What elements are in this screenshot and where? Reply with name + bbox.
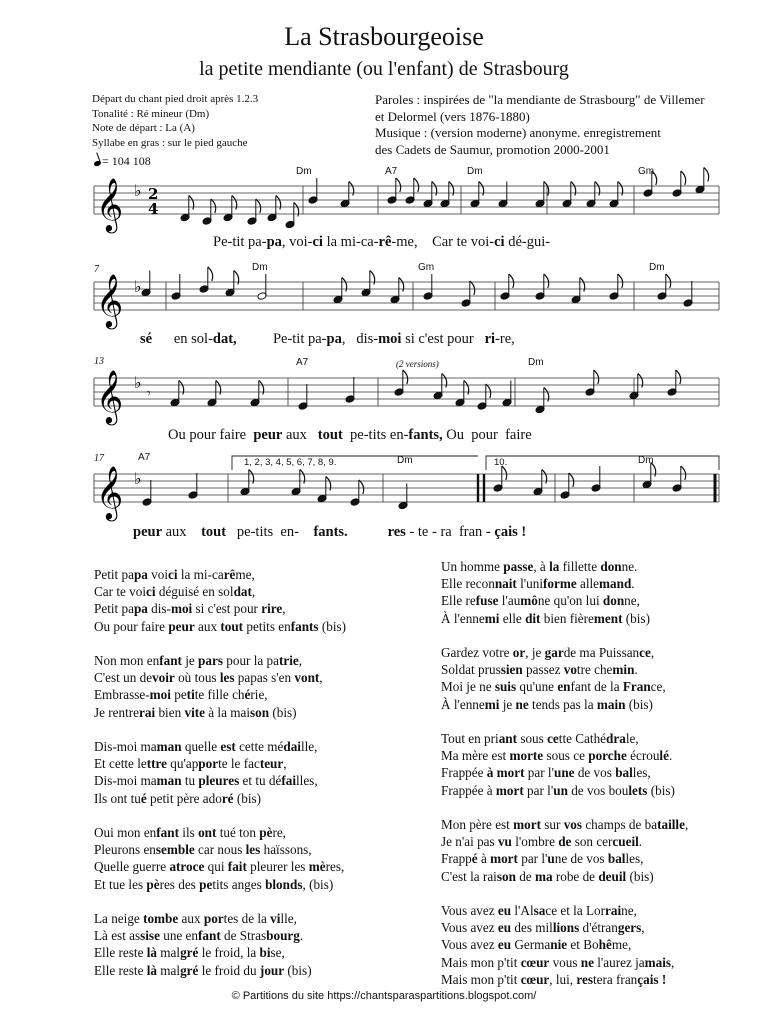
volta-bracket xyxy=(486,456,719,470)
stanza xyxy=(441,816,688,885)
verse-line: Frappée à mort par l'une de vos balles, xyxy=(441,765,651,781)
stanza xyxy=(94,738,346,807)
meta-line: Tonalité : Ré mineur (Dm) xyxy=(92,107,210,120)
verse-line: À l'ennemi je ne tends pas la main (bis) xyxy=(441,696,653,712)
note-flag xyxy=(414,178,419,192)
chord-label: Dm xyxy=(528,357,544,368)
credit-line: et Delormel (vers 1876-1880) xyxy=(375,108,530,124)
verse-line: Mais mon p'tit cœur vous ne l'aurez jamais, xyxy=(441,954,675,970)
note-flag xyxy=(666,274,671,288)
tempo-value: = 104 108 xyxy=(102,154,151,168)
note-flag xyxy=(502,466,507,480)
note-flag xyxy=(544,274,549,288)
note-flag xyxy=(208,267,213,281)
verse-line: Ils ont tué petit père adoré (bis) xyxy=(94,790,262,806)
note-flag xyxy=(509,274,514,288)
verse-line: C'est un devoir où tous les papas s'en vont, xyxy=(94,670,323,686)
verse-line: Et tue les pères des petits anges blonds, (bis) xyxy=(94,876,334,892)
note-flag xyxy=(569,473,574,487)
measure-number: 17 xyxy=(94,453,104,464)
verse-line: Embrasse-moi petite fille chérie, xyxy=(94,687,268,703)
verse-line: Vous avez eu l'Alsace et la Lorraine, xyxy=(441,903,637,918)
treble-clef: 𝄞 xyxy=(96,369,124,423)
verse-line: Elle reconnait l'uniforme allemand. xyxy=(441,576,635,592)
verse-line: Je rentrerai bien vite à la maison (bis) xyxy=(94,704,297,720)
verse-line: Dis-moi maman quelle est cette médaille, xyxy=(94,739,318,754)
versions-note: (2 versions) xyxy=(396,359,439,369)
page-title: La Strasbourgeoise xyxy=(284,22,484,51)
verse-line: Dis-moi maman tu pleures et tu défailles, xyxy=(94,773,318,789)
lyrics-row: Ou pour faire peur aux tout pe-tits en-fants, Ou pour faire xyxy=(168,427,532,443)
verse-line: Vous avez eu Germanie et Bohême, xyxy=(441,937,632,953)
verse-line: Petit papa voici la mi-carême, xyxy=(94,567,255,582)
note-flag xyxy=(618,274,623,288)
stanza xyxy=(441,902,688,988)
chord-label: Gm xyxy=(638,166,655,177)
note-flag xyxy=(681,171,686,185)
chord-label: Dm xyxy=(649,262,665,273)
verse-line: Frappée à mort par l'un de vos boulets (bis) xyxy=(441,782,675,798)
footer-copyright: © Partitions du site https://chantsparaspartitions.blogspot.com/ xyxy=(231,990,537,1002)
volta-1-label: 1, 2, 3, 4, 5, 6, 7, 8, 9. xyxy=(244,457,337,468)
verse-line: Un homme passe, à la fillette donne. xyxy=(441,559,638,574)
stanza xyxy=(94,824,346,893)
credit-line: Paroles : inspirées de "la mendiante de Strasbourg" de Villemer xyxy=(375,92,705,107)
treble-clef: 𝄞 xyxy=(96,465,124,519)
rest: 𝄾 xyxy=(147,386,151,402)
page-subtitle: la petite mendiante (ou l'enfant) de Strasbourg xyxy=(199,58,569,80)
verse-line: Frappé à mort par l'une de vos balles, xyxy=(441,851,644,867)
verse-line: Gardez votre or, je garde ma Puissance, xyxy=(441,645,655,660)
meta-line: Syllabe en gras : sur le pied gauche xyxy=(92,136,248,149)
credit-line: des Cadets de Saumur, promotion 2000-2001 xyxy=(375,141,610,157)
measure-number: 13 xyxy=(94,356,104,367)
chord-label: Dm xyxy=(638,455,654,466)
verse-line: Oui mon enfant ils ont tué ton père, xyxy=(94,825,286,840)
verse-line: Vous avez eu des millions d'étrangers, xyxy=(441,920,645,936)
stanza xyxy=(94,566,346,635)
note-flag xyxy=(211,199,216,213)
verse-line: Elle reste là malgré le froid du jour (bis) xyxy=(94,962,312,978)
verse-line: Moi je ne suis qu'une enfant de la France, xyxy=(441,679,666,695)
chord-label: Dm xyxy=(397,455,413,466)
verse-line: Soldat prussien passez votre chemin. xyxy=(441,662,638,678)
verse-line: Ou pour faire peur aux tout petits enfants (bis) xyxy=(94,618,347,634)
time-signature: 2 xyxy=(148,185,159,203)
meta-line: Départ du chant pied droit après 1.2.3 xyxy=(92,93,259,105)
key-flat: ♭ xyxy=(134,372,142,392)
verse-line: Mon père est mort sur vos champs de bataille, xyxy=(441,817,689,832)
verse-line: Elle reste là malgré le froid, la bise, xyxy=(94,945,285,961)
note-flag xyxy=(403,370,408,384)
stanza xyxy=(94,652,346,721)
note-flag xyxy=(256,199,261,213)
note-flag xyxy=(676,370,681,384)
lyrics-row: Pe-tit pa-pa, voi-ci la mi-ca-rê-me, Car te voi-ci dé-gui- xyxy=(213,234,551,250)
lyrics-row: peur aux tout pe-tits en- fants. res - te - ra fran - çais ! xyxy=(133,524,527,540)
verse-line: À l'ennemi elle dit bien fièrement (bis) xyxy=(441,610,650,626)
key-flat: ♭ xyxy=(134,468,142,488)
treble-clef: 𝄞 xyxy=(96,273,124,327)
stanza xyxy=(441,644,688,713)
verses-right-column xyxy=(441,558,688,1005)
verse-line: Petit papa dis-moi si c'est pour rire, xyxy=(94,601,286,617)
key-flat: ♭ xyxy=(134,276,142,296)
chord-label: A7 xyxy=(296,357,309,368)
treble-clef: 𝄞 xyxy=(96,177,124,231)
verses-left-column xyxy=(94,566,346,996)
verse-line: C'est la raison de ma robe de deuil (bis) xyxy=(441,868,654,884)
verse-line: Mais mon p'tit cœur, lui, restera français ! xyxy=(441,971,667,987)
verse-line: Pleurons ensemble car nous les haïssons, xyxy=(94,842,312,858)
note-flag xyxy=(704,168,709,182)
verse-line: Quelle guerre atroce qui fait pleurer les mères, xyxy=(94,859,345,875)
chord-label: A7 xyxy=(138,452,151,463)
time-signature: 4 xyxy=(148,200,159,218)
verse-line: Elle refuse l'aumône qu'on lui donne, xyxy=(441,593,640,609)
verse-line: Là est assise une enfant de Strasbourg. xyxy=(94,928,304,944)
stanza xyxy=(441,730,688,799)
verse-line: La neige tombe aux portes de la ville, xyxy=(94,911,297,926)
volta-2-label: 10. xyxy=(494,457,508,468)
note-flag xyxy=(594,370,599,384)
verse-line: Tout en priant sous cette Cathédrale, xyxy=(441,731,639,746)
note-flag xyxy=(486,384,491,398)
key-flat: ♭ xyxy=(134,180,142,200)
note-flag xyxy=(470,281,475,295)
measure-number: 7 xyxy=(94,264,99,275)
chord-label: A7 xyxy=(385,166,398,177)
credit-line: Musique : (version moderne) anonyme. enregistrement xyxy=(375,125,661,140)
verse-line: Non mon enfant je pars pour la patrie, xyxy=(94,653,303,668)
chord-label: Gm xyxy=(418,262,435,273)
verse-line: Je n'ai pas vu l'ombre de son cercueil. xyxy=(441,834,643,850)
note-flag xyxy=(359,480,364,494)
verse-line: Car te voici déguisé en soldat, xyxy=(94,584,256,600)
chord-label: Dm xyxy=(467,166,483,177)
verse-line: Ma mère est morte sous ce porche écroulé. xyxy=(441,748,673,764)
stanza xyxy=(94,910,346,979)
chord-label: Dm xyxy=(296,166,312,177)
chord-label: Dm xyxy=(252,262,268,273)
stanza xyxy=(441,558,688,627)
meta-line: Note de départ : La (A) xyxy=(92,122,195,134)
lyrics-row: sé en sol-dat, Pe-tit pa-pa, dis-moi si c'est pour ri-re, xyxy=(140,331,515,347)
note-flag xyxy=(396,178,401,192)
note-flag xyxy=(681,466,686,480)
verse-line: Et cette lettre qu'apporte le facteur, xyxy=(94,756,287,772)
